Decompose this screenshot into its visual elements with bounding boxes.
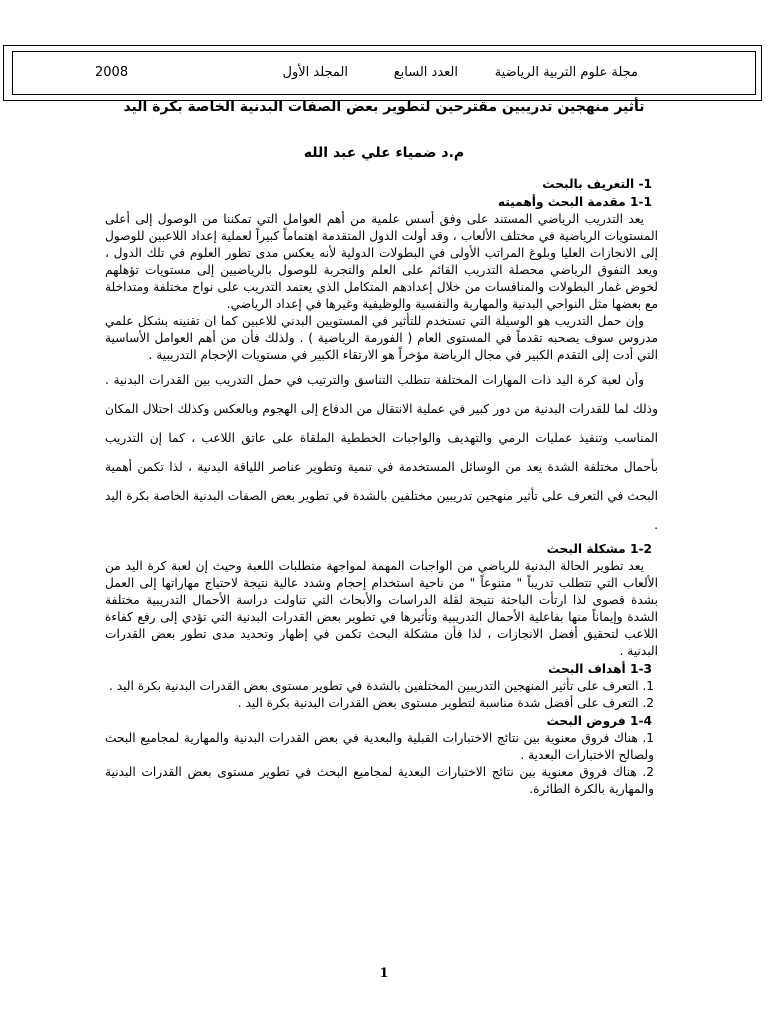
publication-year: 2008 bbox=[95, 65, 129, 80]
intro-paragraph-3: وأن لعبة كرة اليد ذات المهارات المختلفة تتطلب التناسق والترتيب في حمل التدريب بين القدرات البدنية . وذلك لما للقدرات البدنية من دور كبير في عملية الانتقال من الدفاع إلى الهجوم وبالعكس وكذلك احتلال المكان المناسب وتنفيذ عمليات الرمي والتهديف والواجبات الخططية الملقاة على عاتق اللاعب ، كما إن التدريب بأحمال مختلفة الشدة يعد من الوسائل المستخدمة في تنمية وتطوير عناصر اللياقة البدنية ، لذا تكمن أهمية البحث في التعرف على تأثير منهجين تدريبين مختلفين بالشدة في تطوير بعض الصفات البدنية الخاصة بكرة اليد . bbox=[105, 373, 658, 532]
section-heading-1-2: 1-2 مشكلة البحث bbox=[546, 542, 652, 556]
journal-name: مجلة علوم التربية الرياضية bbox=[494, 65, 638, 80]
intro-paragraph-2: وإن حمل التدريب هو الوسيلة التي تستخدم للتأثير في المستويين البدني للاعبين كما ان تقنينه بشكل علمي مدروس سوف يصحبه تقدماً في المستوى العام ( الفورمة الرياضية ) . ولذلك فأن من أهم العوامل الأساسية التي أدت إلى التقدم الكبير في مجال الرياضة مؤخراً هو الارتقاء الكبير في مستويات الإحجام التدريبية . bbox=[105, 314, 658, 362]
section-heading-1-1: 1-1 مقدمة البحث وأهميته bbox=[497, 195, 652, 209]
aim-item-1: 1. التعرف على تأثير المنهجين التدريبين المختلفين بالشدة في تطوير مستوى بعض القدرات البدنية بكرة اليد . bbox=[108, 679, 654, 693]
paper-title: تأثير منهجين تدريبين مقترحين لتطوير بعض الصفات البدنية الخاصة بكرة اليد bbox=[123, 99, 645, 115]
intro-paragraph-1: يعد التدريب الرياضي المستند على وفق أسس علمية من أهم العوامل التي تمكننا من الوصول إلى أعلى المستويات الرياضية في مختلف الألعاب ، وقد أولت الدول المتقدمة اهتماماً كبيراً لعملية إعداد اللاعبين للوصول إلى الانجازات العليا وبلوغ المراتب الأولى في البطولات الدولية لأنه يعكس مدى تطور العلوم في تلك الدول ، ويعد التفوق الرياضي محصلة التدريب القائم على العلم والتجربة للوصول بالرياضيين إلى مستويات تؤهلهم لخوض غمار البطولات والمنافسات من خلال إعدادهم المتكامل الذي يعتمد التدريب على نواح مختلفة ومتداخلة مع بعضها مثل النواحي البدنية والمهارية والنفسية والوظيفية وغيرها في إعداد الرياضي. bbox=[105, 212, 658, 311]
section-heading-1-3: 1-3 أهداف البحث bbox=[548, 662, 652, 676]
volume-number: المجلد الأول bbox=[282, 65, 348, 80]
section-heading-1-4: 1-4 فروض البحث bbox=[546, 714, 652, 728]
issue-number: العدد السابع bbox=[393, 65, 458, 80]
aim-item-2: 2. التعرف على أفضل شدة مناسبة لتطوير مستوى بعض القدرات البدنية بكرة اليد . bbox=[237, 696, 654, 710]
hypothesis-item-2: 2. هناك فروق معنوية بين نتائج الاختبارات البعدية لمجاميع البحث في تطوير مستوى بعض القدرات البدنية والمهارية بالكرة الطائرة. bbox=[105, 765, 654, 796]
paper-author: م.د ضمياء علي عبد الله bbox=[303, 145, 465, 161]
paper-body bbox=[105, 175, 658, 798]
section-heading-1: 1- التعريف بالبحث bbox=[542, 177, 652, 191]
problem-paragraph: يعد تطوير الحالة البدنية للرياضي من الواجبات المهمة لمواجهة متطلبات اللعبة وحيث إن لعبة كرة اليد من الألعاب التي تتطلب تدريباً " متنوعاً " من ناحية استخدام إحجام وشدد عالية نتيجة لاحتياج مهاراتها إلى العمل بشدة قصوى لذا ارتأت الباحثة نتيجة لقلة الدراسات والأبحاث التي تناولت دراسة الأحمال التدريبية مختلفة الشدة وإيماناً منها بفاعلية الأحمال التدريبية وتأثيرها في تطوير بعض القدرات البدنية التي تؤدي إلى رفع كفاءة اللاعب لتحقيق أفضل الانجازات ، لذا فأن مشكلة البحث تكمن في إظهار وتحديد مدى تطور بعض القدرات البدنية . bbox=[105, 559, 658, 658]
page-number: 1 bbox=[379, 966, 389, 981]
hypothesis-item-1: 1. هناك فروق معنوية بين نتائج الاختبارات القبلية والبعدية في بعض القدرات البدنية والمهارية لمجاميع البحث ولصالح الاختبارات البعدية . bbox=[105, 731, 654, 762]
